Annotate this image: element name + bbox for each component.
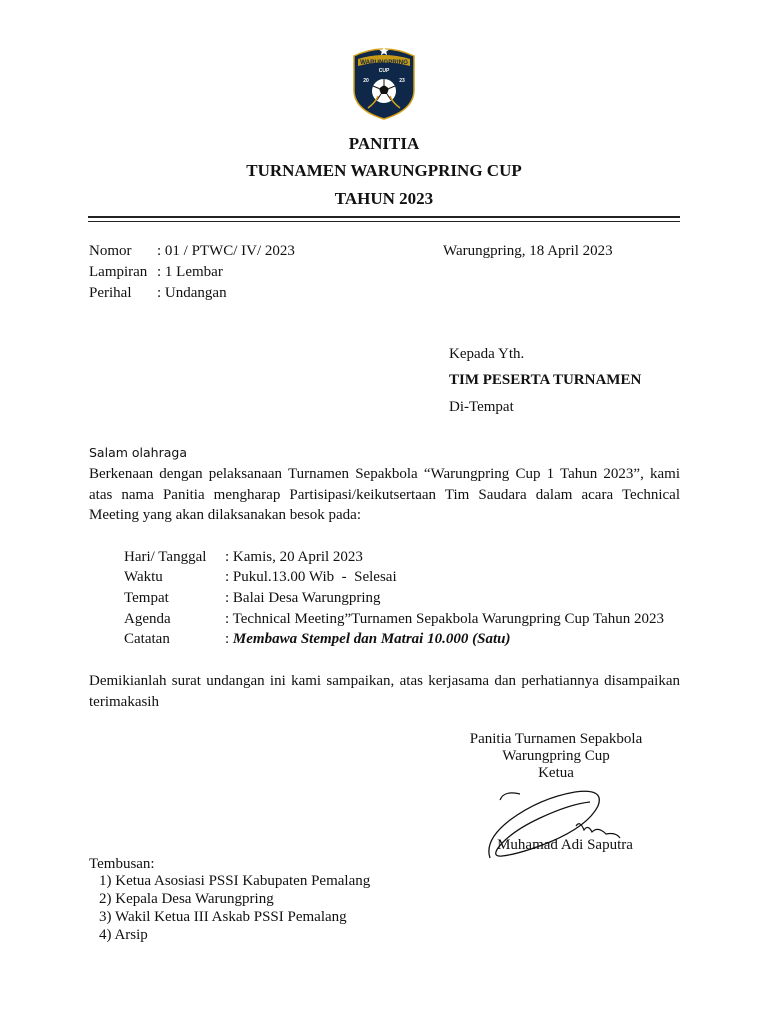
list-item-text: Arsip [114, 927, 148, 943]
detail-note-text: Membawa Stempel dan Matrai 10.000 (Satu) [232, 631, 511, 647]
greeting: Salam olahraga [89, 445, 187, 460]
list-item-text: Wakil Ketua III Askab PSSI Pemalang [114, 909, 347, 925]
signatory-name: Muhamad Adi Saputra [497, 837, 633, 853]
tembusan-list [89, 872, 370, 944]
detail-value-time: : Pukul.13.00 Wib - Selesai [225, 569, 397, 585]
list-item [99, 872, 370, 890]
list-item-text: Ketua Asosiasi PSSI Kabupaten Pemalang [115, 873, 371, 889]
signature-org-sub: Warungpring Cup [502, 748, 610, 764]
perihal-value: : Undangan [157, 285, 227, 301]
header-divider-thick [88, 216, 680, 218]
list-marker: 1) [99, 873, 112, 889]
place-date: Warungpring, 18 April 2023 [443, 243, 613, 259]
list-item [99, 926, 370, 944]
lampiran-value: : 1 Lembar [157, 264, 223, 280]
signature-role: Ketua [538, 765, 574, 781]
detail-value-place: : Balai Desa Warungpring [225, 590, 381, 606]
header-divider-thin [88, 221, 680, 222]
lampiran-label: Lampiran [89, 264, 148, 280]
detail-label-place: Tempat [124, 590, 169, 606]
detail-note-prefix: : [225, 631, 233, 647]
logo-year-right: 23 [399, 78, 405, 84]
recipient-salutation: Kepada Yth. [449, 346, 525, 362]
detail-label-note: Catatan [124, 631, 170, 647]
list-item [99, 908, 370, 926]
signature-org: Panitia Turnamen Sepakbola [469, 731, 643, 747]
closing-paragraph: Demikianlah surat undangan ini kami sampaikan, atas kerjasama dan perhatiannya disampaikan terimakasih [89, 673, 680, 710]
detail-label-time: Waktu [124, 569, 163, 585]
detail-value-date: : Kamis, 20 April 2023 [225, 549, 363, 565]
logo-text-top: WARUNGPRING [360, 59, 408, 66]
detail-value-agenda: : Technical Meeting”Turnamen Sepakbola Warungpring Cup Tahun 2023 [225, 611, 664, 627]
detail-label-date: Hari/ Tanggal [124, 549, 207, 565]
nomor-label: Nomor [89, 243, 132, 259]
logo-year-left: 20 [363, 78, 369, 84]
nomor-value: : 01 / PTWC/ IV/ 2023 [157, 243, 295, 259]
detail-value-note [225, 629, 510, 649]
detail-label-agenda: Agenda [124, 611, 171, 627]
list-marker: 4) [99, 927, 112, 943]
intro-paragraph: Berkenaan dengan pelaksanaan Turnamen Sepakbola “Warungpring Cup 1 Tahun 2023”, kami atas nama Panitia mengharap Partisipasi/keikutsertaan Tim Saudara dalam acara Technical Meeting yang akan dilaksanakan besok pada: [89, 466, 680, 523]
header-title: PANITIA [348, 134, 420, 153]
list-marker: 2) [99, 891, 112, 907]
list-item [99, 890, 370, 908]
header-year: TAHUN 2023 [334, 189, 434, 208]
handwritten-signature [480, 780, 650, 870]
list-marker: 3) [99, 909, 112, 925]
tournament-logo [352, 42, 416, 120]
perihal-label: Perihal [89, 285, 132, 301]
header-subtitle: TURNAMEN WARUNGPRING CUP [246, 161, 522, 180]
recipient-location: Di-Tempat [449, 399, 514, 415]
tembusan-title: Tembusan: [89, 856, 155, 872]
list-item-text: Kepala Desa Warungpring [115, 891, 274, 907]
logo-text-cup: CUP [378, 68, 390, 74]
recipient-name: TIM PESERTA TURNAMEN [449, 372, 642, 388]
